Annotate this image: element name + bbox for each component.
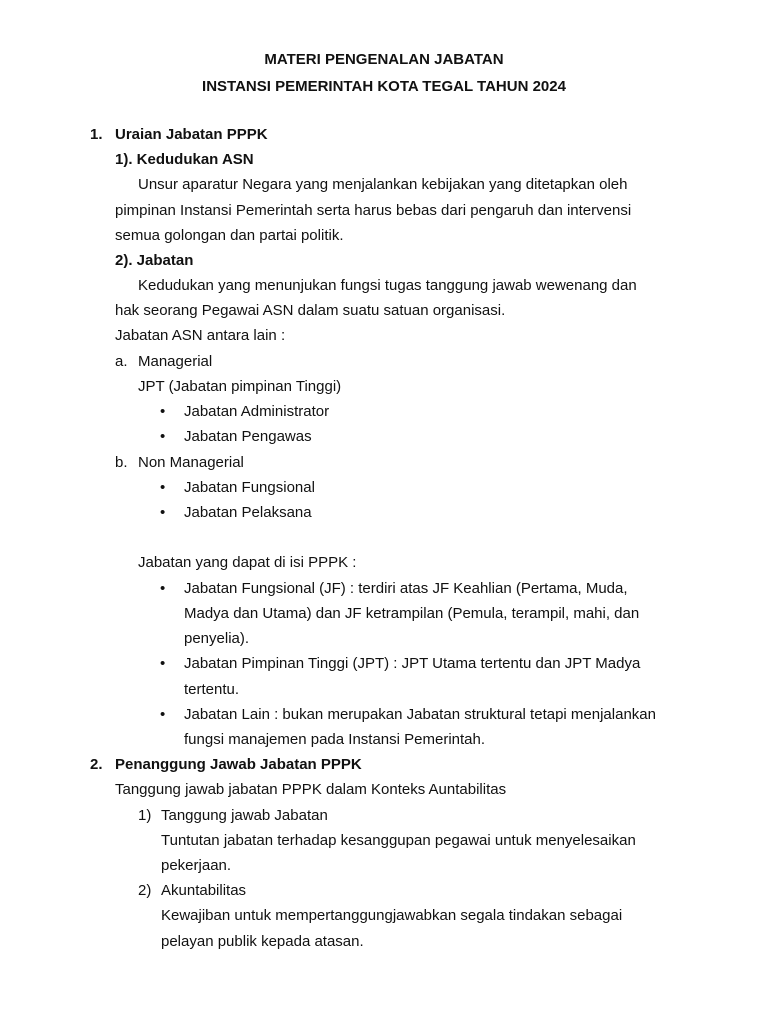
section2-item-1-label: Tanggung jawab Jabatan [161,807,328,824]
section1-number: 1. [90,126,103,143]
pppk-bullet-3-line-2: fungsi manajemen pada Instansi Pemerintah. [184,731,486,748]
sub1-line-2: pimpinan Instansi Pemerintah serta harus bebas dari pengaruh dan intervensi [115,202,632,219]
pppk-bullet-2-line-1: Jabatan Pimpinan Tinggi (JPT) : JPT Utama tertentu dan JPT Madya [184,655,641,672]
section2-item-1-line-2: pekerjaan. [161,857,232,874]
section2-intro: Tanggung jawab jabatan PPPK dalam Konteks Auntabilitas [115,781,507,798]
bullet-icon: • [160,479,166,496]
sub1-line-1: Unsur aparatur Negara yang menjalankan kebijakan yang ditetapkan oleh [138,176,628,193]
item-b-bullet-2: Jabatan Pelaksana [184,504,312,521]
item-b-label: Non Managerial [138,454,244,471]
item-b-marker: b. [115,454,128,471]
asn-intro: Jabatan ASN antara lain : [115,327,286,344]
item-a-sub: JPT (Jabatan pimpinan Tinggi) [138,378,342,395]
sub1-heading: 1). Kedudukan ASN [115,151,254,168]
section2-item-2-line-2: pelayan publik kepada atasan. [161,933,364,950]
sub1-line-3: semua golongan dan partai politik. [115,227,344,244]
bullet-icon: • [160,428,166,445]
section1-heading: Uraian Jabatan PPPK [115,126,268,143]
section2-number: 2. [90,756,103,773]
item-a-marker: a. [115,353,128,370]
section2-item-2-line-1: Kewajiban untuk mempertanggungjawabkan segala tindakan sebagai [161,907,623,924]
pppk-bullet-1-line-1: Jabatan Fungsional (JF) : terdiri atas JF Keahlian (Pertama, Muda, [184,580,628,597]
pppk-bullet-1-line-2: Madya dan Utama) dan JF ketrampilan (Pemula, terampil, mahi, dan [184,605,640,622]
section2-heading: Penanggung Jawab Jabatan PPPK [115,756,362,773]
section2-item-2-label: Akuntabilitas [161,882,247,899]
section2-item-1-marker: 1) [138,807,152,824]
sub2-line-2: hak seorang Pegawai ASN dalam suatu satuan organisasi. [115,302,506,319]
section2-item-1-line-1: Tuntutan jabatan terhadap kesanggupan pegawai untuk menyelesaikan [161,832,636,849]
item-a-bullet-2: Jabatan Pengawas [184,428,312,445]
sub2-heading: 2). Jabatan [115,252,194,269]
pppk-intro: Jabatan yang dapat di isi PPPK : [138,554,357,571]
bullet-icon: • [160,403,166,420]
bullet-icon: • [160,580,166,597]
item-a-label: Managerial [138,353,213,370]
pppk-bullet-1-line-3: penyelia). [184,630,250,647]
bullet-icon: • [160,655,166,672]
document-title-line1: MATERI PENGENALAN JABATAN [264,51,504,68]
pppk-bullet-3-line-1: Jabatan Lain : bukan merupakan Jabatan struktural tetapi menjalankan [184,706,656,723]
document-title-line2: INSTANSI PEMERINTAH KOTA TEGAL TAHUN 2024 [202,78,566,95]
item-a-bullet-1: Jabatan Administrator [184,403,330,420]
bullet-icon: • [160,504,166,521]
item-b-bullet-1: Jabatan Fungsional [184,479,315,496]
pppk-bullet-2-line-2: tertentu. [184,681,240,698]
sub2-line-1: Kedudukan yang menunjukan fungsi tugas tanggung jawab wewenang dan [138,277,637,294]
section2-item-2-marker: 2) [138,882,152,899]
bullet-icon: • [160,706,166,723]
